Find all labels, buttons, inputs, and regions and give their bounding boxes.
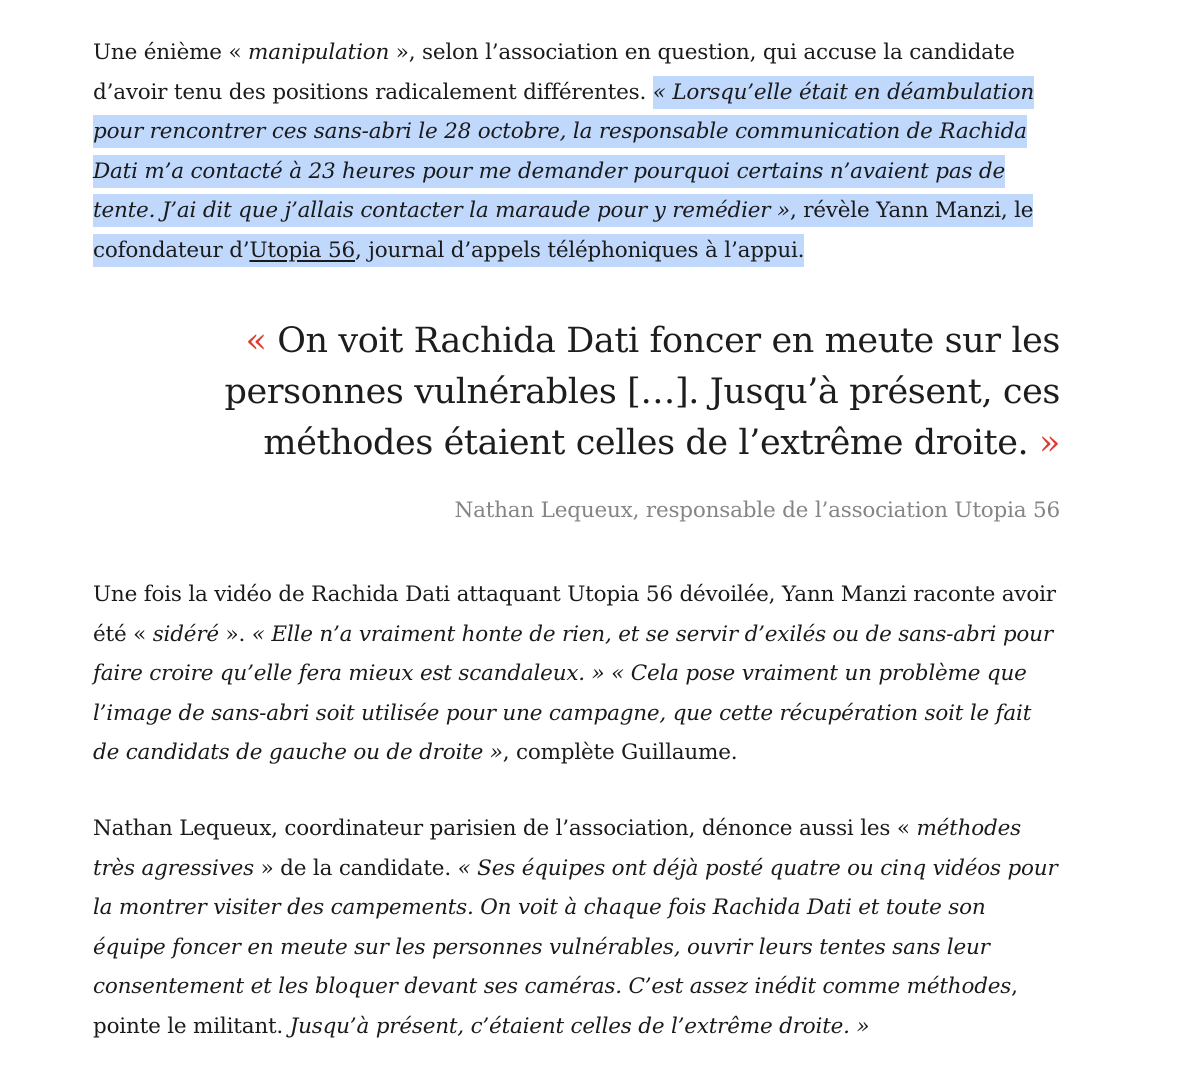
p3-italic-methodes: méthodes très agressives [93,816,1021,881]
p1-text-e: , révèle Yann Manzi, le cofondateur d’ [93,198,1034,263]
p1-text-c: », selon l’association en question, qui accuse la candidate d’avoir tenu des positions radicalement différentes. [93,40,1015,105]
open-quote-mark: « [245,321,267,361]
p3-quote-italic: « Ses équipes ont déjà posté quatre ou cinq vidéos pour la montrer visiter des campements. On voit à chaque fois Rachida Dati et toute son équipe foncer en meute sur les personnes vulnérables, ouvrir leurs tentes sans leur consentement et les bloquer devant ses caméras. C’est assez inédit comme méthodes [93,855,1058,999]
p3-text-c: » de la candidate. [253,855,458,881]
paragraph-1 [93,33,1063,270]
p2-text-a: Une fois la vidéo de Rachida Dati attaquant Utopia 56 dévoilée, Yann Manzi raconte avoir été « [93,582,1056,647]
paragraph-2 [93,575,1063,773]
p2-text-e: , complète Guillaume. [502,740,738,765]
pull-quote [200,316,1060,469]
p1-quote-yann-manzi: « Lorsqu’elle était en déambulation pour rencontrer ces sans-abri le 28 octobre, la responsable communication de Rachida Dati m’a contacté à 23 heures pour me demander pourquoi certains n’avaient pas de tente. J’ai dit que j’allais contacter la maraude pour y remédier » [93,79,1034,223]
pull-quote-attribution: Nathan Lequeux, responsable de l’association Utopia 56 [454,498,1060,523]
p2-quote-italic: « Elle n’a vraiment honte de rien, et se servir d’exilés ou de sans-abri pour faire croire qu’elle fera mieux est scandaleux. » « Cela pose vraiment un problème que l’image de sans-abri soit utilisée pour une campagne, que cette récupération soit le fait de candidats de gauche ou de droite » [93,621,1053,765]
p3-text-a: Nathan Lequeux, coordinateur parisien de l’association, dénonce aussi les « [93,816,917,841]
pull-quote-text: On voit Rachida Dati foncer en meute sur les personnes vulnérables […]. Jusqu’à présent, ces méthodes étaient celles de l’extrême droite. [224,321,1060,463]
p2-text-c: ». [218,621,252,647]
p1-italic-manipulation: manipulation [248,40,390,65]
p1-text-a: Une énième « [93,40,249,65]
p3-quote-end-italic: Jusqu’à présent, c’étaient celles de l’extrême droite. » [289,1013,870,1039]
p2-italic-sidere: sidéré [152,621,219,647]
close-quote-mark: » [1038,423,1060,463]
p1-text-f: , journal d’appels téléphoniques à l’appui. [355,237,805,263]
p3-text-e: , pointe le militant. [93,974,1018,1039]
paragraph-3 [93,809,1063,1046]
utopia-56-link[interactable]: Utopia 56 [249,237,355,263]
